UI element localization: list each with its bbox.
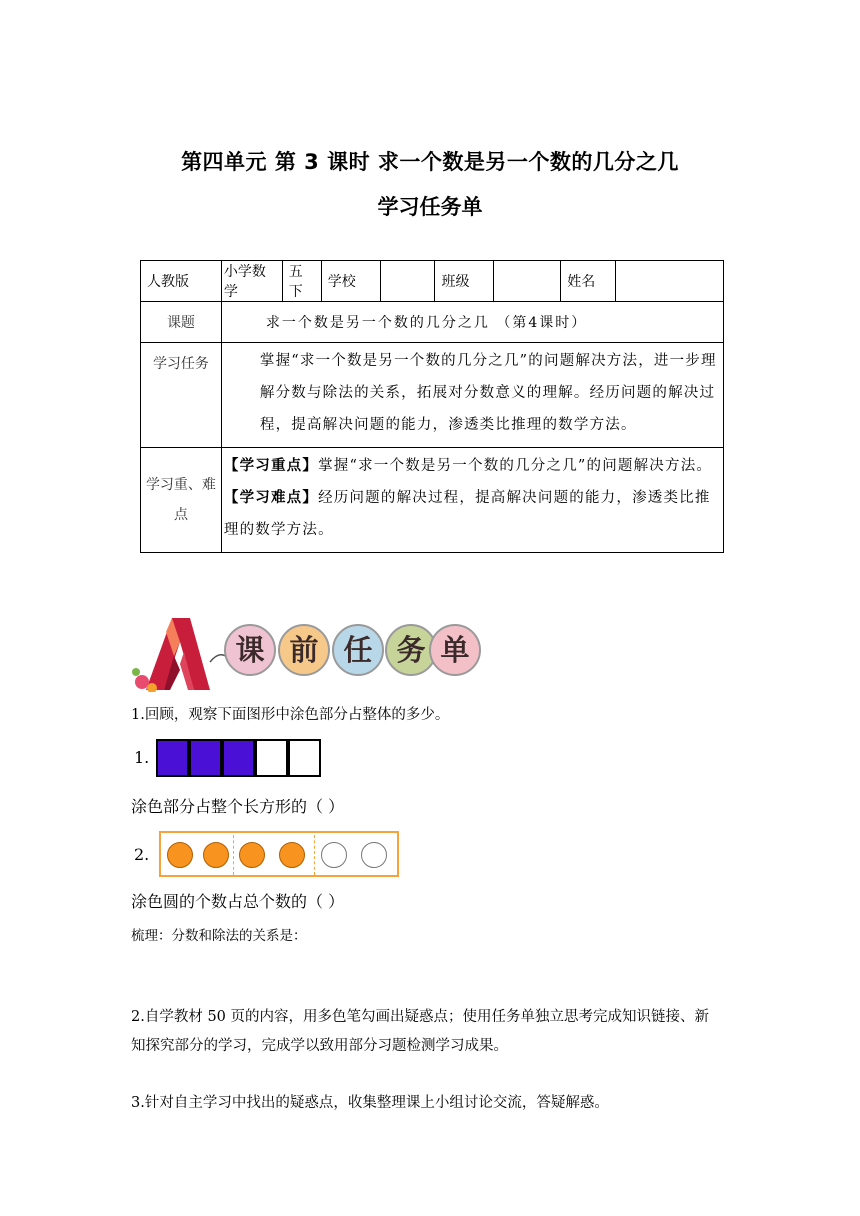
key-point-row: [224, 450, 721, 482]
cell-class-label: 班级: [435, 261, 494, 302]
cell-school-value[interactable]: [380, 261, 435, 302]
cell-edition: 人教版: [141, 261, 222, 302]
group-divider: [233, 835, 234, 875]
rect-cell-filled: [189, 739, 222, 777]
group-divider: [314, 835, 315, 875]
cell-name-label: 姓名: [561, 261, 616, 302]
banner-char-5: 单: [429, 624, 481, 676]
page-subtitle: 学习任务单: [377, 195, 483, 219]
q2-line1: 2.自学教材 50 页的内容，用多色笔勾画出疑惑点；使用任务单独立思考完成知识链接、新: [131, 1009, 709, 1025]
q2-line2: 知探究部分的学习，完成学以致用部分习题检测学习成果。: [131, 1038, 508, 1054]
banner-char-2: 前: [278, 624, 330, 676]
cell-grade: 五下: [282, 261, 321, 302]
fig1-label: 1.: [134, 748, 150, 767]
fig1-question: 涂色部分占整个长方形的（ ）: [131, 797, 345, 816]
rect-cell-empty: [288, 739, 321, 777]
info-table: [140, 260, 724, 553]
q3-text: 3.针对自主学习中找出的疑惑点，收集整理课上小组讨论交流，答疑解惑。: [131, 1095, 609, 1111]
pre-class-banner: [128, 612, 488, 692]
circle-filled: [239, 842, 265, 868]
banner-char-1: 课: [224, 624, 276, 676]
rect-cell-filled: [156, 739, 189, 777]
rect-cell-empty: [255, 739, 288, 777]
letter-a-logo: [128, 612, 228, 692]
difficulty-row: [224, 482, 721, 546]
summary-prompt: 梳理：分数和除法的关系是：: [131, 928, 307, 944]
logo-letter: A: [172, 686, 173, 687]
task-text: [221, 343, 723, 448]
difficulty-text: 经历问题的解决过程，提高解决问题的能力，渗透类比推理的数学方法。: [223, 490, 711, 538]
cell-subject: 小学数学: [221, 261, 282, 302]
course-label: 课题: [141, 302, 222, 343]
task-text-content: 掌握“求一个数是另一个数的几分之几”的问题解决方法，进一步理解分数与除法的关系，拓展对分数意义的理解。经历问题的解决过程，提高解决问题的能力，渗透类比推理的数学方法。: [259, 353, 717, 433]
cell-class-value[interactable]: [494, 261, 561, 302]
key-point-tag: 【学习重点】: [223, 457, 319, 474]
key-point-text: 掌握“求一个数是另一个数的几分之几”的问题解决方法。: [318, 458, 713, 474]
fraction-circles: [159, 831, 399, 877]
q1-intro: 1.回顾，观察下面图形中涂色部分占整体的多少。: [131, 707, 450, 723]
cell-name-value[interactable]: [616, 261, 724, 302]
banner-char-3: 任: [332, 624, 384, 676]
banner-char-4: 务: [385, 624, 437, 676]
fig2-question: 涂色圆的个数占总个数的（ ）: [131, 892, 345, 911]
circle-empty: [321, 842, 347, 868]
fig2-label: 2.: [134, 845, 150, 864]
circle-filled: [279, 842, 305, 868]
circle-filled: [167, 842, 193, 868]
task-label: 学习任务: [141, 343, 222, 448]
difficulty-tag: 【学习难点】: [223, 489, 319, 506]
circle-filled: [203, 842, 229, 868]
key-text: [221, 448, 723, 553]
rect-cell-filled: [222, 739, 255, 777]
cell-school-label: 学校: [321, 261, 380, 302]
circle-empty: [361, 842, 387, 868]
page-title: 第四单元 第 3 课时 求一个数是另一个数的几分之几: [181, 150, 679, 174]
course-value: 求一个数是另一个数的几分之几 （第4课时）: [221, 302, 723, 343]
key-label: 学习重、难点: [141, 448, 222, 553]
